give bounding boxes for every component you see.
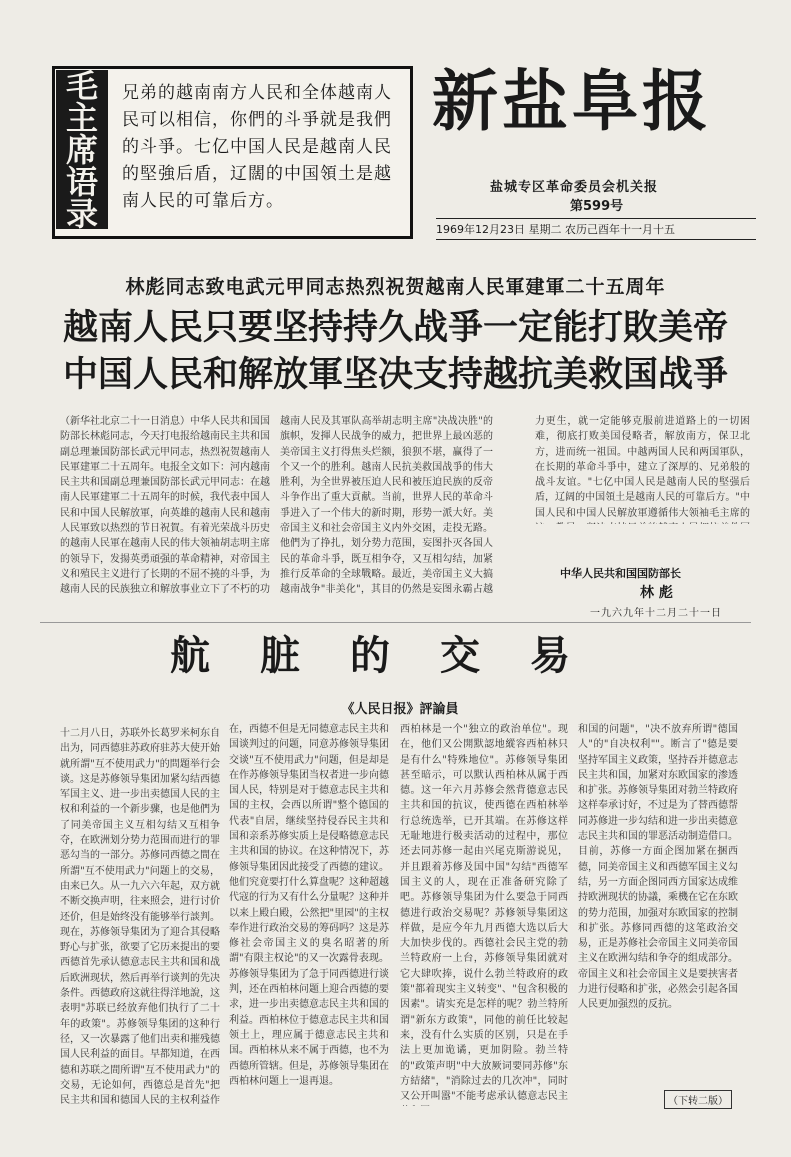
lead-headline-1: 越南人民只要坚持持久战爭一定能打敗美帝: [62, 308, 728, 348]
section-divider: [40, 622, 751, 623]
dateline: 1969年12月23日 星期二 农历己酉年十一月十五: [436, 218, 756, 240]
masthead-title: 新盐阜报: [432, 62, 712, 140]
lead-column-1: （新华社北京二十一日消息）中华人民共和国国防部长林彪同志，今天打电报给越南民主共和国副总理兼国防部长武元甲同志，热烈祝贺越南人民軍建軍二十五周年。电报全文如下：河内越南民主共和国副总理兼国防部长武元甲同志：在越南人民軍建軍二十五周年的时候，我代表中国人民和中国人民解放軍，向英雄的越南人民和越南人民軍致以热烈的节日祝賀。有着光荣战斗历史的越南人民軍在越南人民的伟大领袖胡志明主席的领导下，发揚英勇頑强的革命精神，对帝国主义和殖民主义进行了长期的不屈不撓的斗爭，为越南人民的民族独立和解放事业立下了不朽的功: [60, 416, 270, 596]
article2-byline: 《人民日报》評論員: [341, 702, 459, 717]
publisher: 盐城专区革命委员会机关报: [490, 180, 659, 195]
lead-kicker: 林彪同志致电武元甲同志热烈祝贺越南人民軍建軍二十五周年: [125, 276, 666, 298]
quote-label: [56, 67, 108, 233]
article2-column-3: 西柏林是一个"独立的政治单位"。现在，他们又公開默認地縱容西柏林只是有什么"特殊地位"。苏修领导集团甚至暗示，可以默认西柏林从属于西德。这一年六月苏修会然背德意志民主共和国的抗议，使西德在西柏林举行总统选举，已开其端。在苏修这样无耻地进行极卖活动的过程中，那位还去同苏修一起由兴尾克斯游说见，并且跟着苏修及国中国"勾结"西德军国主义的人，现在正准备研究除了吧。苏修领导集团为什么要急于同西德进行政治交易呢？苏修领导集团这样做，是应今年九月西德大选以后大大加快步伐的。西德社会民主党的勃兰特政府一上台，苏修领导集团就对它大肆吹捧，说什么勃兰特政府的政策"都着现实主义转变"、"包含积极的因素"。请实充是怎样的呢？勃兰特所谓"新东方政策"，同他的前任比较起来，没有什么实质的区别，只是在手法上更加诡谲，更加阴险。勃兰特的"政策声明"中大放厥词要同苏修"东方結緒"，"消除过去的几次冲"，同时又公开叫嚣"不能考虑承认德意志民主: [400, 724, 568, 1103]
signer-org: 中华人民共和国国防部长: [560, 567, 681, 580]
article2-title: 航脏的交易: [170, 632, 620, 679]
quote-label-char: 语: [65, 163, 98, 201]
continued-note: （下转二版）: [664, 1090, 732, 1109]
quote-text: 兄弟的越南南方人民和全体越南人民可以相信，你們的斗爭就是我們的斗爭。七亿中国人民是越南人民的堅強后盾，辽闊的中国領土是越南人民的可靠后方。: [122, 83, 392, 211]
issue-number: 第599号: [570, 199, 624, 214]
lead-column-3: 力更生，就一定能够克服前进道路上的一切困难，彻底打败美国侵略者，解放南方，保卫北方，进而统一祖国。中越两国人民和两国軍队，在长期的革命斗爭中，建立了深厚的、兄弟般的战斗友谊。"七亿中国人民是越南人民的堅强后盾，辽阔的中国領土是越南人民的可靠后方。"中国人民和中国人民解放軍遵循伟大领袖毛主席的: [535, 416, 750, 519]
quote-label-char: 录: [65, 195, 98, 233]
article2-column-2: 在，西德不但是无同德意志民主共和国谈判过的问题，同意苏修领导集团交谈"互不使用武力"问题，但是却是在作苏修领导集团当权者进一步向德国人民，特别是对于德意志民主共和国的主权，会西以所谓"整个德国的代表"自居，继续坚持侵吞民主共和国和亲系苏修实质上是侵略德意志民主共和国的协议。在这种情况下，苏修领导集团因此接受了西德的建议。他们究竟要打什么算盘呢？这种超越代寇的行为又有什么分量呢？这种并以来上殿白殿，公然把"里园"的主权奉作进行政治交易的筹码吗？这是苏修社会帝国主义的臭名昭著的所謂"有限主权论"的又一次露骨表现。苏修领导集团为了急于同西德进行谈判，还在西柏林问题上迎合西德的要求，进一步出卖德意志民主共和国的利益。西柏林位于德意志民主共和国领土上，理应属于德意志民主共和国。西柏林从来不属于西德，也不为西德所管辖。但是，苏修领导集团在西柏林问题上一退再退。: [229, 724, 389, 1087]
signer: 林 彪: [640, 585, 673, 601]
quote-label-char: 席: [65, 131, 98, 169]
lead-headline-2: 中国人民和解放軍坚决支持越抗美救国战爭: [62, 355, 728, 395]
lead-column-2: 越南人民及其軍队高举胡志明主席"决战决胜"的旗帜，发揮人民战争的威力，把世界上最凶恶的美帝国主义打得焦头烂额，狼狈不堪，赢得了一个又一个的胜利。越南人民抗美救国战爭的伟大胜利，为全世界被压迫人民和被压迫民族的反帝斗争作出了重大貢献。当前，世界人民的革命斗爭进入了一个伟大的新时期，形势一派大好。美帝国主义和社会帝国主义内外交困，走投无路。他們为了挣扎，划分势力范围，妄图扑灭各国人民的革命斗爭，既互相争夺，又互相勾结，加紧推行反革命的全球戰略。最近，美帝国主义大搞越南战争"非美化"，其目的仍然是妄图永霸占越: [280, 416, 493, 596]
sign-date: 一九六九年十二月二十一日: [590, 608, 722, 619]
article2-column-4: 和国的问题"，"决不放弃所谓"德国人"的"自决权利""。断言了"德是要坚持军国主义政策，坚持吞并德意志民主共和国，加紧对东欧国家的渗透和扩张。苏修领导集团对勃兰特政府这样奉承讨好，不过是为了替西德帮同苏修进一步勾结和进一步出卖德意志民主共和国的罪恶活动制造借口。目前，苏修一方面企图加紧在捆西德，同美帝国主义和西德军国主义勾结，另一方面企图同西方国家达成维持欧洲现状的协議，乘機在它在东欧的势力范围，加强对东欧国家的控制和扩张。苏修同西德的这笔政治交易，正是苏修社会帝国主义同美帝国主义在欧洲勾结和争夺的组成部分。帝国主义和社会帝国主义是要挟害者力进行侵略和扩张，必然会引起各国人民更加强烈的反抗。: [578, 724, 738, 1011]
article2-column-1: 十二月八日，苏联外长葛罗米柯东自出为，同西德驻苏政府驻苏大使开始就所謂"互不使用武力"的問題举行会谈。这是苏修领导集团加紧勾结西德军国主义、进一步出卖德国人民的主权和利益的一个新步骤，也是他們为了同美帝国主义互相勾结又互相争夺，在欧洲划分势力范围而进行的罪恶勾当的一部分。苏修同西德之間在所謂"互不使用武力"问题上的交易，由来已久。从一九六六年起，双方就不断交换声明，往来照会，进行讨价还价，但是始终没有能够举行談判。现在，苏修领导集团为了迎合其侵略野心与扩张，欲要了它历来提出的要西德首先承认德意志民主共和国和战后欧洲现状，然后再举行谈判的先决条件。西德政府这就往得洋地說，这表明"苏联已经放弃他们执行了二十年的政策"。苏修领导集团的这种行径，又一次暴露了他们出卖和摧残德国人民利益的面目。早都知道，在西德和苏联之間所谓"互不使用武力"的交易，无论如何，西德总是首先"把民主共和国和德国人民的主权利益作: [60, 728, 220, 1106]
quote-label-char: 主: [65, 99, 98, 137]
quote-label-char: 毛: [65, 67, 98, 105]
